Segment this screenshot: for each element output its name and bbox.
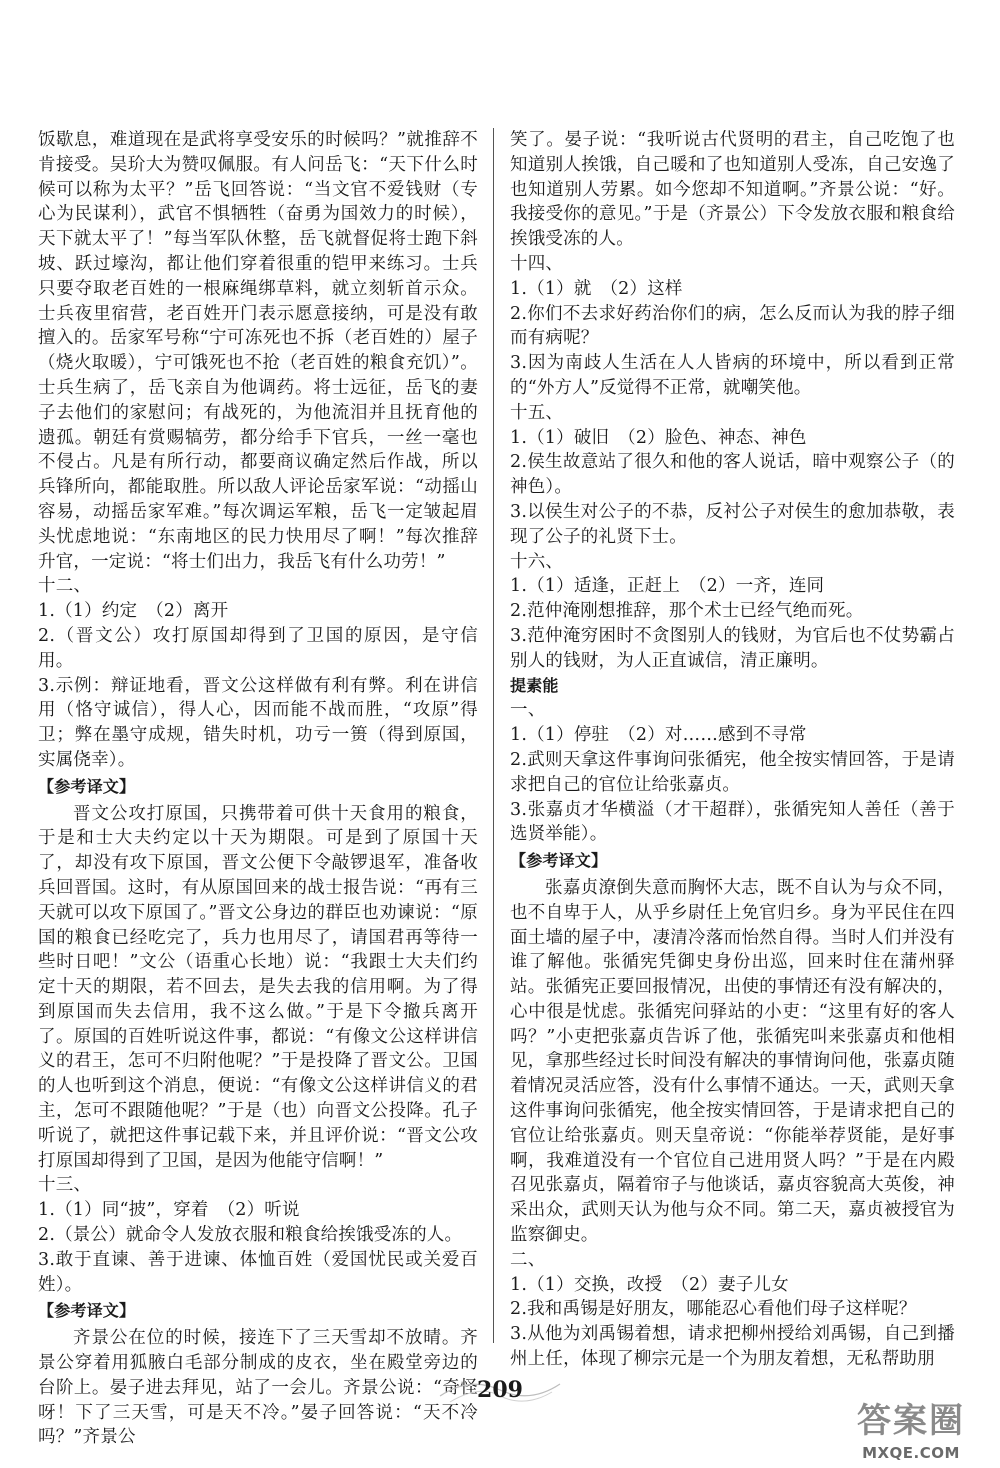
answer-paragraph: 3.以侯生对公子的不恭，反衬公子对侯生的愈加恭敬，表现了公子的礼贤下士。 <box>510 501 955 547</box>
answer-paragraph: 3.张嘉贞才华横溢（才干超群），张循宪知人善任（善于选贤举能）。 <box>510 799 955 845</box>
answer-paragraph: 3.从他为刘禹锡着想，请求把柳州授给刘禹锡，自己到播州上任，体现了柳宗元是一个为朋友着想，无私帮助朋 <box>510 1324 955 1370</box>
watermark-site: MXQE.COM <box>862 1444 960 1462</box>
answer-paragraph: 2.侯生故意站了很久和他的客人说话，暗中观察公子（的神色）。 <box>510 452 955 498</box>
section-heading: 二、 <box>510 1249 546 1270</box>
section-heading: 十三、 <box>38 1175 92 1196</box>
answer-paragraph: 3.示例：辩证地看，晋文公这样做有利有弊。利在讲信用（恪守诚信），得人心，因而能不战而胜，“攻原”得卫；弊在墨守成规，错失时机，功亏一篑（得到原国，实属侥幸）。 <box>38 675 478 770</box>
left-column <box>38 128 478 1450</box>
reference-translation-heading: 【参考译文】 <box>510 851 608 871</box>
answer-paragraph: 1.（1）适逢，正赶上 （2）一齐，连同 <box>510 576 825 597</box>
section-heading: 十二、 <box>38 576 92 597</box>
section-heading: 十四、 <box>510 253 564 274</box>
answer-paragraph: 1.（1）破旧 （2）脸色、神态、神色 <box>510 427 807 448</box>
answer-paragraph: 3.因为南歧人生活在人人皆病的环境中，所以看到正常的“外方人”反觉得不正常，就嘲笑他。 <box>510 353 955 398</box>
section-heading: 一、 <box>510 700 546 721</box>
answer-paragraph: 1.（1）停驻 （2）对……感到不寻常 <box>510 725 807 746</box>
part-heading: 提素能 <box>510 675 559 695</box>
answer-paragraph: 2.我和禹锡是好朋友，哪能忍心看他们母子这样呢？ <box>510 1299 917 1320</box>
answer-paragraph: 2.（景公）就命令人发放衣服和粮食给挨饿受冻的人。 <box>38 1225 463 1246</box>
watermark-logo: 答案圈 <box>857 1401 965 1441</box>
section-heading: 十六、 <box>510 551 564 572</box>
answer-paragraph: 1.（1）就 （2）这样 <box>510 278 683 299</box>
answer-paragraph: 饭歇息，难道现在是武将享受安乐的时候吗？”就推辞不肯接受。吴玠大为赞叹佩服。有人问岳飞：“天下什么时候可以称为太平？”岳飞回答说：“当文官不爱钱财（专心为民谋利），武官不惧牺牲（奋勇为国效力的时候），天下就太平了！”每当军队休整，岳飞就督促将士跑下斜坡、跃过壕沟，都让他们穿着很重的铠甲来练习。士兵只要夺取老百姓的一根麻绳绑草料，就立刻斩首示众。士兵夜里宿营，老百姓开门表示愿意接纳，可是没有敢擅入的。岳家军号称“宁可冻死也不拆（老百姓的）屋子（烧火取暖），宁可饿死也不抢（老百姓的粮食充饥）”。士兵生病了，岳飞亲自为他调药。将士远征，岳飞的妻子去他们的家慰问；有战死的，为他流泪并且抚育他的遗孤。朝廷有赏赐犒劳，都分给手下官兵，一丝一毫也不侵占。凡是有所行动，都要商议确定然后作战，所以兵锋所向，都能取胜。所以敌人评论岳家军说：“动摇山容易，动摇岳家军难。”每次调运军粮，岳飞一定皱起眉头忧虑地说：“东南地区的民力快用尽了啊！”每次推辞升官，一定说：“将士们出力，我岳飞有什么功劳！” <box>38 130 478 572</box>
answer-paragraph: 2.（晋文公）攻打原国却得到了卫国的原因，是守信用。 <box>38 625 478 671</box>
answer-paragraph: 1.（1）交换，改授 （2）妻子儿女 <box>510 1274 789 1295</box>
answer-paragraph: 齐景公在位的时候，接连下了三天雪却不放晴。齐景公穿着用狐腋白毛部分制成的皮衣，坐在殿堂旁边的台阶上。晏子进去拜见，站了一会儿。齐景公说：“奇怪呀！下了三天雪，可是天不冷。”晏子回答说：“天不冷吗？”齐景公 <box>38 1328 478 1448</box>
column-divider <box>493 128 494 1343</box>
right-column <box>510 128 955 1372</box>
answer-paragraph: 晋文公攻打原国，只携带着可供十天食用的粮食，于是和士大夫约定以十天为期限。可是到了原国十天了，却没有攻下原国，晋文公便下令敲锣退军，准备收兵回晋国。这时，有从原国回来的战士报告说：“再有三天就可以攻下原国了。”晋文公身边的群臣也劝谏说：“原国的粮食已经吃完了，兵力也用尽了，请国君再等待一些时日吧！”文公（语重心长地）说：“我跟士大夫们约定十天的期限，若不回去，是失去我的信用啊。为了得到原国而失去信用，我不这么做。”于是下令撤兵离开了。原国的百姓听说这件事，都说：“有像文公这样讲信义的君王，怎可不归附他呢？”于是投降了晋文公。卫国的人也听到这个消息，便说：“有像文公这样讲信义的君主，怎可不跟随他呢？”于是（也）向晋文公投降。孔子听说了，就把这件事记载下来，并且评价说：“晋文公攻打原国却得到了卫国，是因为他能守信啊！” <box>38 803 478 1171</box>
reference-translation-heading: 【参考译文】 <box>38 776 136 796</box>
answer-paragraph: 3.范仲淹穷困时不贪图别人的钱财，为官后也不仗势霸占别人的钱财，为人正直诚信，清正廉明。 <box>510 625 955 671</box>
answer-paragraph: 2.范仲淹刚想推辞，那个术士已经气绝而死。 <box>510 601 864 622</box>
answer-paragraph: 2.你们不去求好药治你们的病，怎么反而认为我的脖子细而有病呢？ <box>510 303 955 349</box>
section-heading: 十五、 <box>510 402 564 423</box>
page-number: 209 <box>477 1377 523 1403</box>
answer-paragraph: 2.武则天拿这件事询问张循宪，他全按实情回答，于是请求把自己的官位让给张嘉贞。 <box>510 749 955 795</box>
answer-paragraph: 笑了。晏子说：“我听说古代贤明的君主，自己吃饱了也知道别人挨饿，自己暖和了也知道别人受冻，自己安逸了也知道别人劳累。如今您却不知道啊。”齐景公说：“好。我接受你的意见。”于是（齐景公）下令发放衣服和粮食给挨饿受冻的人。 <box>510 130 955 250</box>
answer-paragraph: 1.（1）约定 （2）离开 <box>38 601 229 622</box>
answer-paragraph: 张嘉贞潦倒失意而胸怀大志，既不自认为与众不同，也不自卑于人，从乎乡尉任上免官归乡。身为平民住在四面土墙的屋子中，凄清冷落而怡然自得。当时人们并没有谁了解他。张循宪凭御史身份出巡，回来时住在蒲州驿站。张循宪正要回报情况，出使的事情还有没有解决的，心中很是忧虑。张循宪问驿站的小吏：“这里有好的客人吗？”小吏把张嘉贞告诉了他，张循宪叫来张嘉贞和他相见，拿那些经过长时间没有解决的事情询问他，张嘉贞随着情况灵活应答，没有什么事情不通达。一天，武则天拿这件事询问张循宪，他全按实情回答，于是请求把自己的官位让给张嘉贞。则天皇帝说：“你能举荐贤能，是好事啊，我难道没有一个官位自己进用贤人吗？”于是在内殿召见张嘉贞，隔着帘子与他谈话，嘉贞容貌高大英俊，神采出众，武则天认为他与众不同。第二天，嘉贞被授官为监察御史。 <box>510 877 955 1246</box>
answer-paragraph: 1.（1）同“披”，穿着 （2）听说 <box>38 1200 300 1221</box>
reference-translation-heading: 【参考译文】 <box>38 1301 136 1321</box>
answer-paragraph: 3.敢于直谏、善于进谏、体恤百姓（爱国忧民或关爱百姓）。 <box>38 1249 478 1295</box>
